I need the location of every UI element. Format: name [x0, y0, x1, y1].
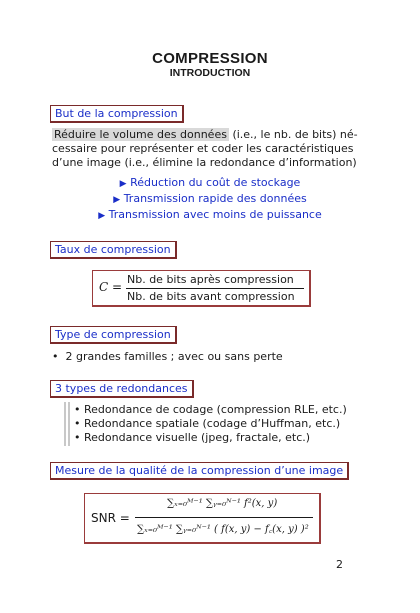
redundancy-bar-left: [64, 402, 66, 446]
section-title-type: Type de compression: [50, 326, 177, 344]
rate-fraction-bar: [126, 288, 304, 289]
page-title: COMPRESSION: [152, 50, 268, 67]
redundancy-item-3-text: Redondance visuelle (jpeg, fractale, etc.): [84, 431, 311, 444]
goal-item-2-text: Transmission rapide des données: [123, 192, 307, 205]
redundancy-item-3: [74, 431, 310, 445]
snr-formula-numerator: ∑ₓ₌₀ᴹ⁻¹ ∑ᵧ₌₀ᴺ⁻¹ f²(x, y): [167, 498, 278, 509]
snr-fraction-bar: [135, 517, 313, 518]
redundancy-item-1: [74, 403, 347, 417]
redundancy-item-2: [74, 417, 340, 431]
triangle-bullet-icon: ▶: [98, 211, 106, 221]
goal-highlight: Réduire le volume des données: [54, 128, 227, 141]
rate-formula-denominator: Nb. de bits avant compression: [127, 290, 295, 303]
page-subtitle: INTRODUCTION: [169, 67, 251, 79]
section-title-goal: But de la compression: [50, 105, 184, 123]
bullet-dot-icon: •: [74, 417, 81, 430]
goal-item-1: [0, 176, 420, 191]
goal-paragraph-line2: cessaire pour représenter et coder les caractéristiques: [52, 142, 354, 155]
redundancy-bar-right: [68, 402, 70, 446]
goal-paragraph: [52, 128, 380, 170]
rate-formula-numerator: Nb. de bits après compression: [127, 273, 294, 286]
goal-item-3-text: Transmission avec moins de puissance: [108, 208, 322, 221]
redundancy-item-1-text: Redondance de codage (compression RLE, etc.): [84, 403, 347, 416]
section-title-redundancy: 3 types de redondances: [50, 380, 194, 398]
page-number: 2: [336, 558, 343, 571]
snr-formula-lhs: SNR =: [91, 511, 130, 525]
type-bullet: [52, 350, 283, 364]
bullet-dot-icon: •: [74, 431, 81, 444]
bullet-dot-icon: •: [74, 403, 81, 416]
triangle-bullet-icon: ▶: [119, 179, 127, 189]
section-title-quality: Mesure de la qualité de la compression d’une image: [50, 462, 349, 480]
goal-item-2: [0, 192, 420, 207]
triangle-bullet-icon: ▶: [113, 195, 121, 205]
snr-formula-box: [84, 493, 321, 544]
bullet-dot-icon: •: [52, 350, 59, 363]
goal-item-1-text: Réduction du coût de stockage: [130, 176, 301, 189]
section-title-rate: Taux de compression: [50, 241, 177, 259]
goal-item-3: [0, 208, 420, 223]
type-bullet-text: 2 grandes familles ; avec ou sans perte: [65, 350, 283, 363]
goal-line1-rest: (i.e., le nb. de bits) né-: [228, 128, 358, 141]
rate-formula-box: [92, 270, 311, 307]
goal-paragraph-line3: d’une image (i.e., élimine la redondance d’information): [52, 156, 357, 169]
snr-formula-denominator: ∑ₓ₌₀ᴹ⁻¹ ∑ᵧ₌₀ᴺ⁻¹ ( f(x, y) − f꜀(x, y) )²: [137, 524, 309, 535]
goal-paragraph-line1: [52, 128, 380, 142]
rate-formula-lhs: C =: [99, 280, 123, 294]
redundancy-item-2-text: Redondance spatiale (codage d’Huffman, etc.): [84, 417, 341, 430]
